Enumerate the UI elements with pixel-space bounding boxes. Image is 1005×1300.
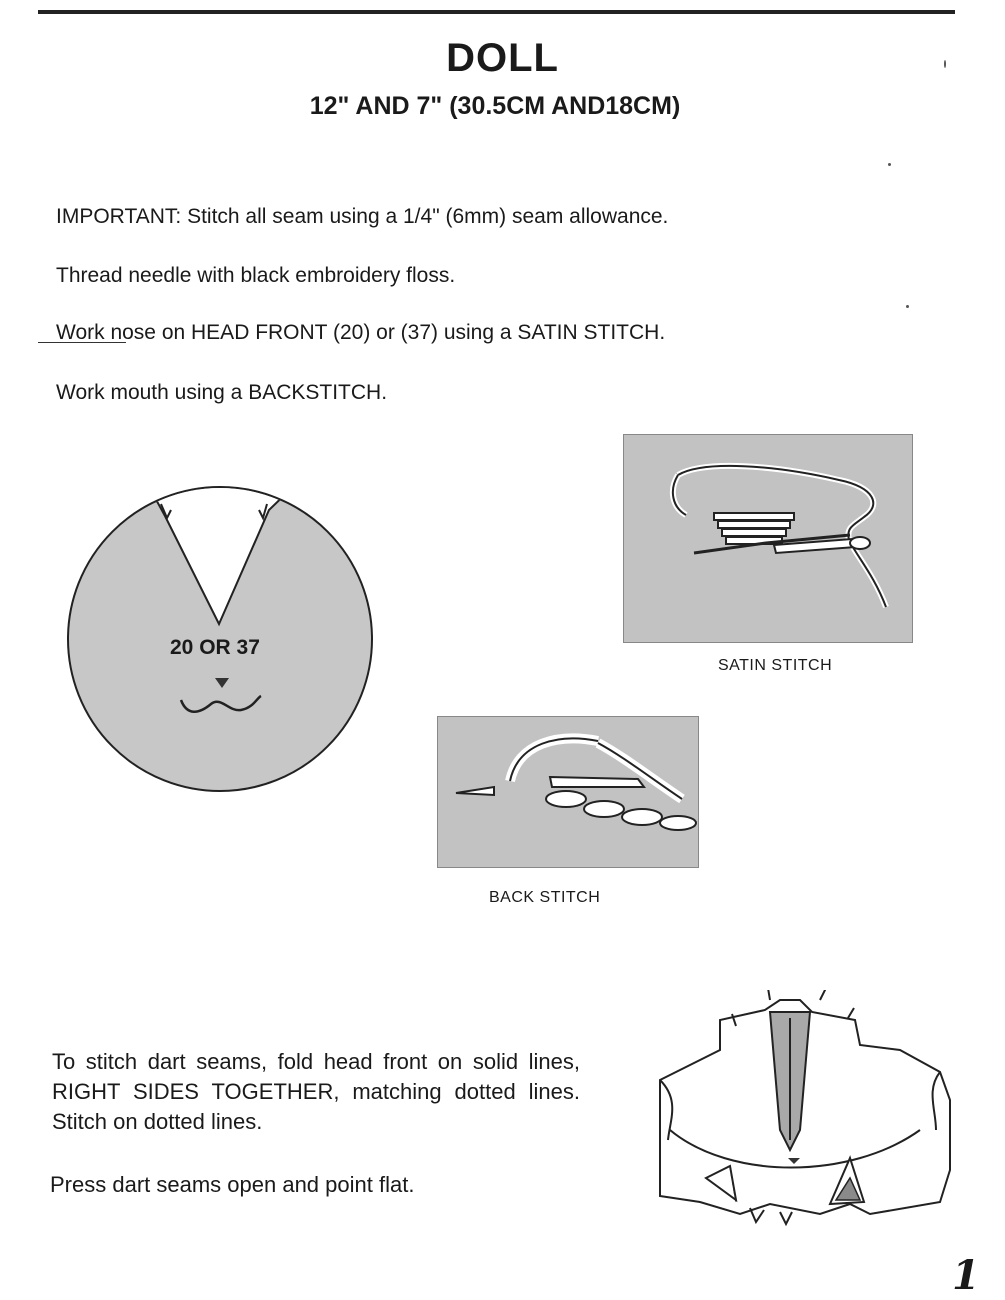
scan-speck	[888, 163, 891, 166]
page-title: DOLL	[446, 36, 559, 80]
scan-speck	[944, 60, 946, 68]
page-subtitle: 12" AND 7" (30.5CM AND18CM)	[309, 92, 681, 120]
instruction-seam-allowance: IMPORTANT: Stitch all seam using a 1/4" (6mm) seam allowance.	[56, 205, 669, 228]
head-piece-label: 20 OR 37	[170, 636, 260, 659]
instruction-nose: Work nose on HEAD FRONT (20) or (37) using a SATIN STITCH.	[56, 321, 666, 344]
satin-stitch-illustration	[623, 434, 913, 643]
scan-speck	[906, 305, 909, 308]
nose-mark	[215, 678, 229, 688]
dart-instructions: To stitch dart seams, fold head front on solid lines, RIGHT SIDES TOGETHER, matching dotted lines. Stitch on dotted lines.	[52, 1049, 580, 1134]
page-number: 1	[952, 1252, 980, 1299]
back-stitch-caption: BACK STITCH	[489, 889, 601, 906]
satin-stitch-caption: SATIN STITCH	[718, 657, 833, 674]
dart-seam-diagram	[640, 990, 990, 1230]
mouth-mark	[181, 696, 261, 712]
back-stitch-drawing	[438, 717, 698, 867]
top-rule	[38, 10, 955, 14]
back-stitch-illustration	[437, 716, 699, 868]
instruction-mouth: Work mouth using a BACKSTITCH.	[56, 381, 388, 404]
press-instructions: Press dart seams open and point flat.	[50, 1172, 415, 1197]
satin-stitch-drawing	[624, 435, 912, 642]
instruction-thread-needle: Thread needle with black embroidery floss.	[56, 264, 456, 287]
